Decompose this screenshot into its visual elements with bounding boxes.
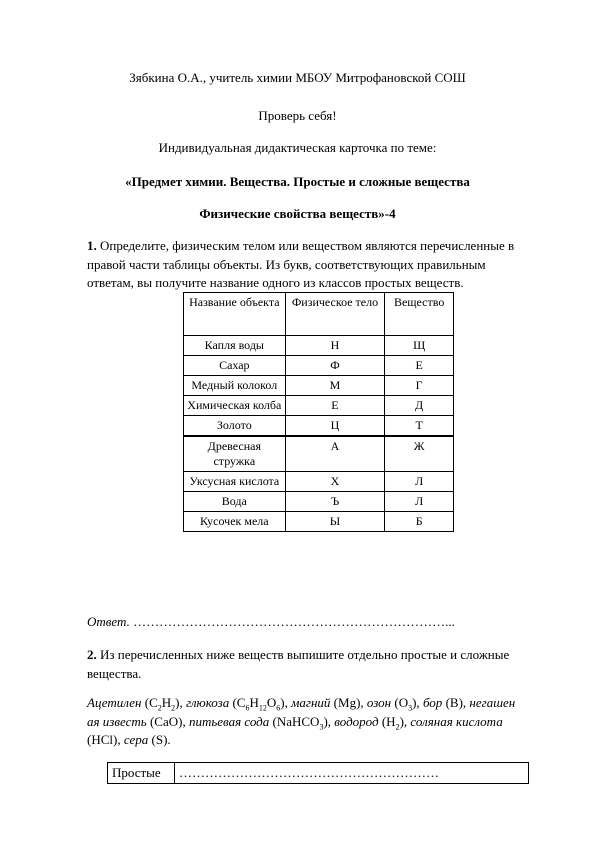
physical-body-letter-cell: А (285, 436, 385, 472)
formula-index: 3 (408, 703, 413, 713)
object-name-cell: Золото (184, 416, 286, 437)
table-header-cell: Физическое тело (285, 293, 385, 336)
object-name-cell: Сахар (184, 356, 286, 376)
author-line: Зябкина О.А., учитель химии МБОУ Митрофановской СОШ (129, 70, 466, 85)
object-name-cell: Уксусная кислота (184, 472, 286, 492)
substance-letter-cell: Т (385, 416, 454, 437)
substance-formula (338, 695, 356, 710)
substance-name: бор (422, 695, 443, 710)
substance-letter-cell: Г (385, 376, 454, 396)
substance-letter-cell: Б (385, 512, 454, 532)
object-name-cell: Медный колокол (184, 376, 286, 396)
table-row (184, 416, 454, 437)
object-name-cell: Вода (184, 492, 286, 512)
simple-answer-field[interactable]: …………………………………………………… (175, 763, 529, 784)
formula-index: 3 (319, 722, 324, 732)
substance-formula (156, 732, 163, 747)
object-name-cell: Кусочек мела (184, 512, 286, 532)
table-row (184, 436, 454, 472)
substance-formula (149, 695, 176, 713)
substance-letter-cell: Л (385, 472, 454, 492)
formula-symbol: H (249, 695, 259, 710)
substance-name: озон (366, 695, 392, 710)
object-name-cell: Древесная стружка (184, 436, 286, 472)
physical-body-letter-cell: Х (285, 472, 385, 492)
substance-name: глюкоза (185, 695, 230, 710)
physical-body-letter-cell: Е (285, 396, 385, 416)
task1-paragraph (87, 237, 527, 293)
table-row (184, 492, 454, 512)
substance-letter-cell: Щ (385, 336, 454, 356)
substance-formula (398, 695, 413, 713)
answer-label: Ответ. (87, 614, 130, 629)
formula-index: 2 (395, 722, 400, 732)
substance-letter-cell: Е (385, 356, 454, 376)
task1-number: 1. (87, 238, 97, 253)
substance-name: негашен ая известь (87, 695, 516, 729)
table-row (184, 512, 454, 532)
substance-formula (154, 714, 178, 729)
table-row (184, 356, 454, 376)
table-body (184, 336, 454, 532)
table-row (184, 376, 454, 396)
substance-letter-cell: Л (385, 492, 454, 512)
task1-text: Определите, физическим телом или веществом являются перечисленные в правой части таблицы объекты. Из букв, соответствующих правильным ответам, вы получите название одного из классов простых веществ. (87, 238, 515, 290)
physical-body-letter-cell: Н (285, 336, 385, 356)
formula-symbol: B (449, 695, 459, 710)
simple-row (108, 763, 529, 784)
table-header-cell: Название объекта (184, 293, 286, 336)
physical-body-letter-cell: Ъ (285, 492, 385, 512)
formula-symbol: S (155, 732, 164, 747)
substance-letter-cell: Д (385, 396, 454, 416)
formula-symbol: O (398, 695, 409, 710)
table-row (184, 472, 454, 492)
table-header-row (184, 293, 454, 336)
substance-formula (91, 732, 113, 747)
substance-formula (276, 713, 324, 732)
substance-letter-cell: Ж (385, 436, 454, 472)
object-name-cell: Химическая колба (184, 396, 286, 416)
physical-body-letter-cell: Ф (285, 356, 385, 376)
answer-line (87, 613, 527, 632)
substances-list: Ацетилен $(C_2H_2)$, глюкоза $(C_6H_{12}O_6)$, магний (Mg), озон $(O_3)$, бор (B), негашен ая известь (CaO), питьевая сода (NaHCO$_3$), водород $(H_2)$, соляная кислота (HCl), сера (S). (87, 695, 516, 747)
formula-index: 6 (276, 703, 281, 713)
formula-symbol: CaO (154, 713, 179, 729)
formula-index: 12 (258, 703, 267, 713)
formula-symbol: C (149, 695, 158, 710)
task2-number: 2. (87, 647, 97, 662)
substance-name: магний (291, 695, 331, 710)
simple-label: Простые (108, 763, 175, 784)
topic-title: «Предмет химии. Вещества. Простые и сложные вещества (125, 174, 470, 189)
substance-formula (450, 695, 459, 710)
formula-index: 2 (171, 703, 176, 713)
substance-formula (386, 713, 400, 732)
formula-symbol: H (161, 695, 172, 710)
substance-name: водород (334, 713, 379, 729)
physical-body-letter-cell: Ы (285, 512, 385, 532)
object-name-cell: Капля воды (184, 336, 286, 356)
objects-table (183, 292, 454, 532)
check-title: Проверь себя! (258, 108, 337, 123)
formula-index: 2 (157, 703, 162, 713)
answer-end: . (451, 614, 455, 629)
subtopic-title: Физические свойства веществ»-4 (199, 206, 396, 221)
task2-paragraph (87, 646, 527, 683)
answer-dots: ……………………………………………………………….. (129, 614, 452, 629)
formula-symbol: Mg (338, 695, 357, 710)
formula-symbol: O (266, 695, 277, 710)
substance-name: Ацетилен (87, 695, 142, 710)
physical-body-letter-cell: М (285, 376, 385, 396)
table-header-cell: Вещество (385, 293, 454, 336)
table-row (184, 336, 454, 356)
task2-text: Из перечисленных ниже веществ выпишите отдельно простые и сложные вещества. (87, 647, 510, 681)
formula-index: 6 (245, 703, 250, 713)
substance-name: сера (123, 732, 149, 747)
substance-name: питьевая сода (188, 713, 270, 729)
substance-name: соляная кислота (410, 713, 503, 729)
table-row (184, 396, 454, 416)
formula-symbol: C (236, 695, 246, 710)
formula-symbol: HCl (91, 732, 114, 747)
simple-substances-table (107, 762, 529, 784)
physical-body-letter-cell: Ц (285, 416, 385, 437)
formula-symbol: H (386, 713, 396, 729)
card-title: Индивидуальная дидактическая карточка по теме: (158, 140, 437, 155)
substance-formula (236, 695, 281, 713)
formula-symbol: NaHCO (276, 713, 320, 729)
